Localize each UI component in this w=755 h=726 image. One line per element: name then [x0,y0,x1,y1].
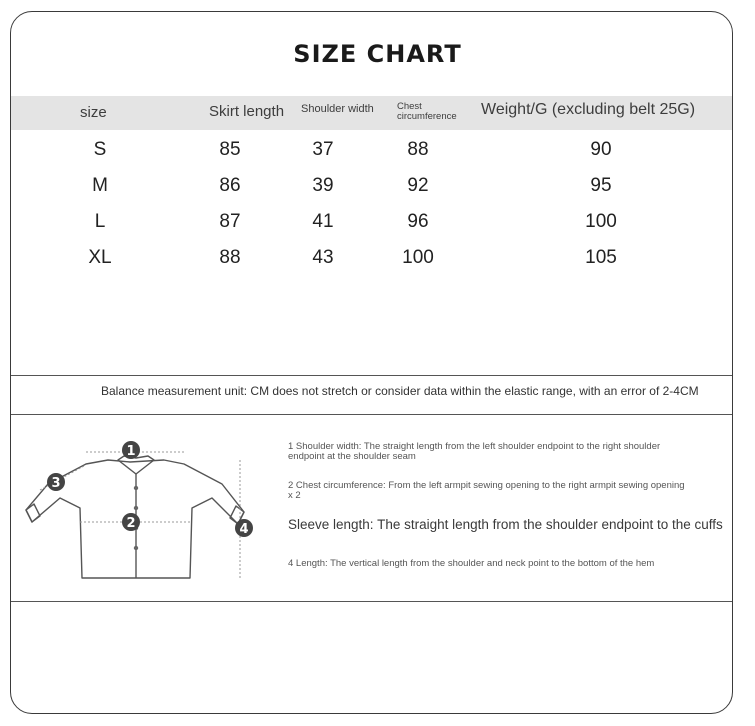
table-row [0,247,755,277]
desc-chest [288,481,685,501]
cell-chest: 96 [407,211,429,232]
page-title: SIZE CHART [293,40,462,68]
header-weight: Weight/G (excluding belt 25G) [481,101,696,118]
desc-length: 4 Length: The vertical length from the shoulder and neck point to the bottom of the hem [288,558,655,569]
header-skirt-length: Skirt length [209,103,285,120]
cell-skirt-length: 86 [219,175,241,196]
cell-skirt-length: 85 [219,139,241,160]
cell-skirt-length: 88 [219,247,241,268]
header-chest-circumference [397,102,477,122]
table-row [0,211,755,241]
cell-shoulder-width: 41 [312,211,334,232]
cell-weight: 105 [585,247,617,268]
cell-chest: 100 [402,247,434,268]
table-row [0,139,755,169]
cell-shoulder-width: 39 [312,175,334,196]
shirt-button [134,546,138,550]
marker-1-label: 1 [126,444,136,459]
desc-chest-line2: x 2 [288,490,301,501]
cell-size: XL [88,247,112,268]
cell-weight: 100 [585,211,617,232]
shirt-diagram [18,430,268,590]
desc-shoulder-line2: endpoint at the shoulder seam [288,451,416,462]
cell-size: S [93,139,107,160]
divider [11,375,732,376]
divider [11,601,732,602]
cell-size: L [94,211,106,232]
desc-sleeve-length: Sleeve length: The straight length from the shoulder endpoint to the cuffs [288,517,723,532]
header-size: size [80,104,107,121]
marker-3-label: 3 [51,476,61,491]
desc-shoulder-line1: 1 Shoulder width: The straight length from the left shoulder endpoint to the right shoulder [288,441,661,452]
cell-weight: 95 [590,175,612,196]
cell-skirt-length: 87 [219,211,241,232]
cell-chest: 88 [407,139,429,160]
header-shoulder-width: Shoulder width [301,103,374,115]
shirt-button [134,486,138,490]
header-chest-line2: circumference [397,111,457,122]
cell-shoulder-width: 37 [312,139,334,160]
marker-4-label: 4 [239,522,249,537]
cell-weight: 90 [590,139,612,160]
header-chest-line1: Chest [397,101,422,112]
cell-chest: 92 [407,175,429,196]
divider [11,414,732,415]
measurement-note: Balance measurement unit: CM does not stretch or consider data within the elastic range, with an error of 2-4CM [101,384,699,398]
marker-2-label: 2 [126,516,136,531]
cell-size: M [92,175,108,196]
shirt-collar [118,456,154,474]
table-row [0,175,755,205]
desc-shoulder-width [288,442,660,462]
shirt-button [134,506,138,510]
desc-chest-line1: 2 Chest circumference: From the left armpit sewing opening to the right armpit sewing opening [288,480,685,491]
cell-shoulder-width: 43 [312,247,334,268]
